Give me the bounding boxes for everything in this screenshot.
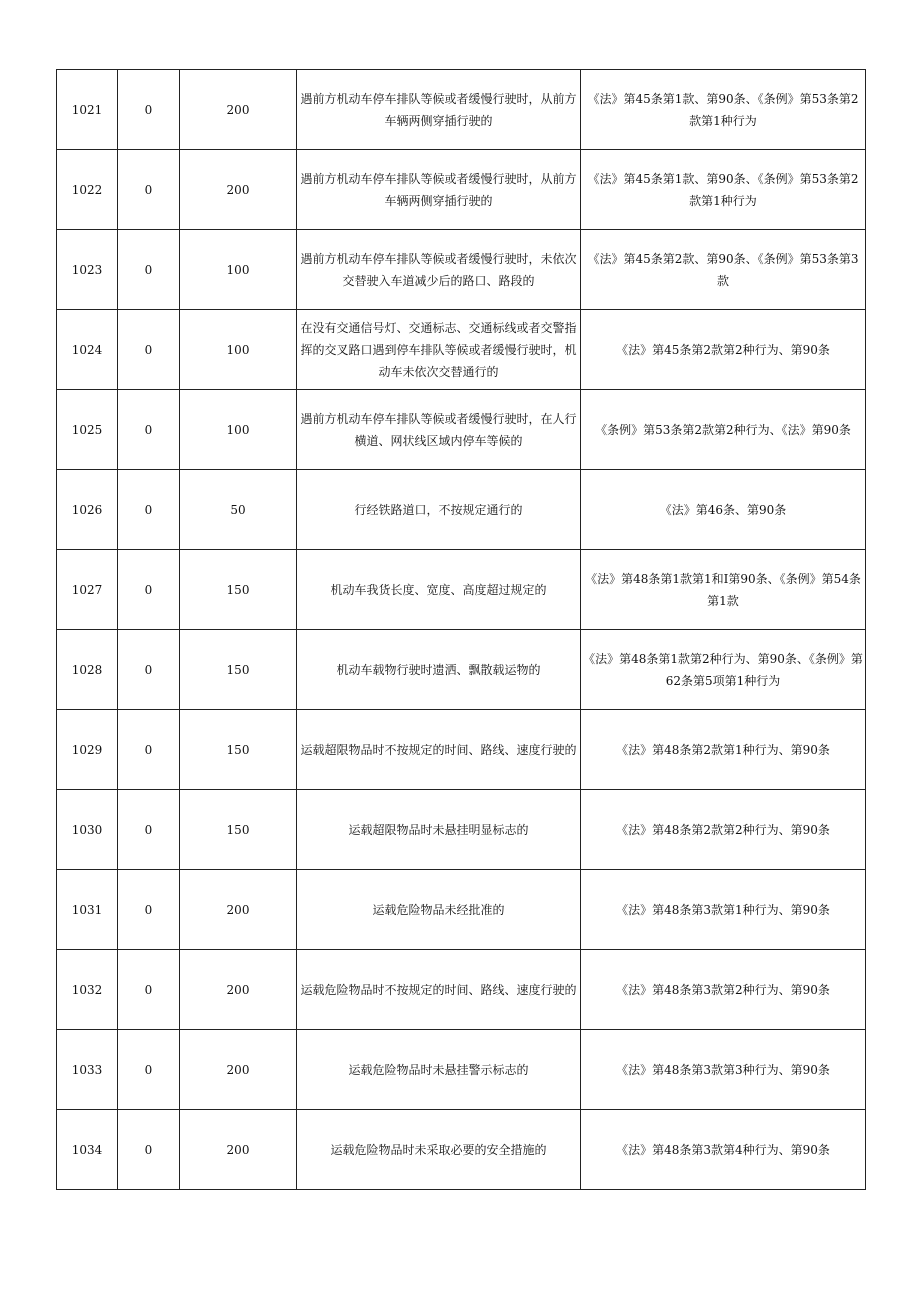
- fine-amount-cell: 150: [180, 550, 297, 630]
- violation-behavior-cell: 遇前方机动车停车排队等候或者缓慢行驶时，在人行横道、网状线区域内停车等候的: [297, 390, 581, 470]
- legal-basis-cell: 《法》第48条第3款第3种行为、第90条: [581, 1030, 866, 1110]
- fine-amount-cell: 200: [180, 70, 297, 150]
- fine-amount-cell: 200: [180, 1030, 297, 1110]
- violation-code-cell: 1021: [57, 70, 118, 150]
- violation-behavior-cell: 机动车载物行驶时遗洒、飘散载运物的: [297, 630, 581, 710]
- table-row: [57, 70, 866, 150]
- fine-amount-cell: 200: [180, 1110, 297, 1190]
- violation-code-cell: 1031: [57, 870, 118, 950]
- violation-code-cell: 1023: [57, 230, 118, 310]
- penalty-points-cell: 0: [118, 1110, 180, 1190]
- legal-basis-cell: 《法》第45条第1款、第90条、《条例》第53条第2款第1种行为: [581, 70, 866, 150]
- table-row: [57, 950, 866, 1030]
- legal-basis-cell: 《法》第46条、第90条: [581, 470, 866, 550]
- violation-code-cell: 1034: [57, 1110, 118, 1190]
- violation-code-cell: 1029: [57, 710, 118, 790]
- violation-code-cell: 1024: [57, 310, 118, 390]
- table-row: [57, 150, 866, 230]
- table-row: [57, 710, 866, 790]
- violation-code-cell: 1030: [57, 790, 118, 870]
- penalty-points-cell: 0: [118, 70, 180, 150]
- table-row: [57, 470, 866, 550]
- penalty-points-cell: 0: [118, 230, 180, 310]
- legal-basis-cell: 《法》第48条第1款第1和I第90条、《条例》第54条第1款: [581, 550, 866, 630]
- table-row: [57, 550, 866, 630]
- table-row: [57, 1030, 866, 1110]
- penalty-points-cell: 0: [118, 870, 180, 950]
- penalty-points-cell: 0: [118, 790, 180, 870]
- fine-amount-cell: 200: [180, 950, 297, 1030]
- table-row: [57, 870, 866, 950]
- table-row: [57, 230, 866, 310]
- violation-table-body: [57, 70, 866, 1190]
- violation-behavior-cell: 遇前方机动车停车排队等候或者缓慢行驶时，从前方车辆两侧穿插行驶的: [297, 150, 581, 230]
- violation-behavior-cell: 行经铁路道口，不按规定通行的: [297, 470, 581, 550]
- fine-amount-cell: 150: [180, 710, 297, 790]
- legal-basis-cell: 《法》第45条第1款、第90条、《条例》第53条第2款第1种行为: [581, 150, 866, 230]
- legal-basis-cell: 《法》第48条第1款第2种行为、第90条、《条例》第62条第5项第1种行为: [581, 630, 866, 710]
- legal-basis-cell: 《法》第48条第3款第2种行为、第90条: [581, 950, 866, 1030]
- violation-behavior-cell: 运载危险物品未经批准的: [297, 870, 581, 950]
- fine-amount-cell: 150: [180, 630, 297, 710]
- violation-behavior-cell: 运载超限物品时未悬挂明显标志的: [297, 790, 581, 870]
- fine-amount-cell: 100: [180, 310, 297, 390]
- fine-amount-cell: 100: [180, 230, 297, 310]
- table-row: [57, 630, 866, 710]
- violation-code-cell: 1027: [57, 550, 118, 630]
- legal-basis-cell: 《法》第45条第2款、第90条、《条例》第53条第3款: [581, 230, 866, 310]
- fine-amount-cell: 200: [180, 870, 297, 950]
- violation-code-cell: 1028: [57, 630, 118, 710]
- table-row: [57, 310, 866, 390]
- violation-code-cell: 1033: [57, 1030, 118, 1110]
- penalty-points-cell: 0: [118, 310, 180, 390]
- violation-behavior-cell: 运载危险物品时未采取必要的安全措施的: [297, 1110, 581, 1190]
- violation-behavior-cell: 运载危险物品时未悬挂警示标志的: [297, 1030, 581, 1110]
- penalty-points-cell: 0: [118, 950, 180, 1030]
- legal-basis-cell: 《法》第48条第2款第2种行为、第90条: [581, 790, 866, 870]
- legal-basis-cell: 《法》第45条第2款第2种行为、第90条: [581, 310, 866, 390]
- table-row: [57, 790, 866, 870]
- table-row: [57, 1110, 866, 1190]
- legal-basis-cell: 《法》第48条第3款第4种行为、第90条: [581, 1110, 866, 1190]
- penalty-points-cell: 0: [118, 150, 180, 230]
- violation-behavior-cell: 运载超限物品时不按规定的时间、路线、速度行驶的: [297, 710, 581, 790]
- penalty-points-cell: 0: [118, 470, 180, 550]
- penalty-points-cell: 0: [118, 1030, 180, 1110]
- violation-behavior-cell: 在没有交通信号灯、交通标志、交通标线或者交警指挥的交叉路口遇到停车排队等候或者缓慢行驶时，机动车未依次交替通行的: [297, 310, 581, 390]
- fine-amount-cell: 200: [180, 150, 297, 230]
- violation-code-cell: 1025: [57, 390, 118, 470]
- violation-table: [56, 69, 866, 1190]
- violation-behavior-cell: 遇前方机动车停车排队等候或者缓慢行驶时，从前方车辆两侧穿插行驶的: [297, 70, 581, 150]
- violation-code-cell: 1026: [57, 470, 118, 550]
- violation-behavior-cell: 遇前方机动车停车排队等候或者缓慢行驶时，未依次交替驶入车道减少后的路口、路段的: [297, 230, 581, 310]
- penalty-points-cell: 0: [118, 630, 180, 710]
- violation-behavior-cell: 运载危险物品时不按规定的时间、路线、速度行驶的: [297, 950, 581, 1030]
- penalty-points-cell: 0: [118, 390, 180, 470]
- legal-basis-cell: 《法》第48条第2款第1种行为、第90条: [581, 710, 866, 790]
- fine-amount-cell: 150: [180, 790, 297, 870]
- violation-code-cell: 1032: [57, 950, 118, 1030]
- fine-amount-cell: 100: [180, 390, 297, 470]
- legal-basis-cell: 《条例》第53条第2款第2种行为、《法》第90条: [581, 390, 866, 470]
- penalty-points-cell: 0: [118, 710, 180, 790]
- violation-code-cell: 1022: [57, 150, 118, 230]
- fine-amount-cell: 50: [180, 470, 297, 550]
- penalty-points-cell: 0: [118, 550, 180, 630]
- violation-behavior-cell: 机动车我货长度、宽度、高度超过规定的: [297, 550, 581, 630]
- legal-basis-cell: 《法》第48条第3款第1种行为、第90条: [581, 870, 866, 950]
- table-row: [57, 390, 866, 470]
